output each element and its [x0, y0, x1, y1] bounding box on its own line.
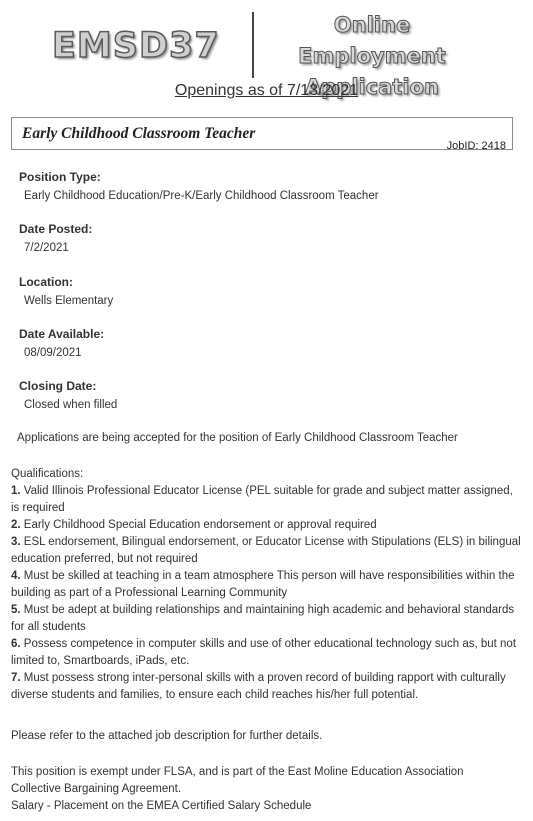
qualifications-heading: Qualifications:	[11, 468, 84, 480]
qualification-text: ESL endorsement, Bilingual endorsement, or Educator License with Stipulations (ELS) in bilingual education preferred, but not required	[11, 536, 521, 565]
qualification-number: 5.	[11, 604, 21, 616]
qualification-number: 1.	[11, 485, 21, 497]
location-value: Wells Elementary	[24, 295, 114, 307]
position-type-value: Early Childhood Education/Pre-K/Early Childhood Classroom Teacher	[24, 190, 379, 202]
job-title-box	[11, 117, 513, 150]
qualification-text: Must be adept at building relationships and maintaining high academic and behavioral standards for all students	[11, 604, 515, 633]
qualification-item	[11, 670, 521, 704]
qualifications-section	[11, 466, 521, 704]
qualification-item	[11, 517, 521, 534]
qualification-number: 4.	[11, 570, 21, 582]
date-posted-label: Date Posted:	[19, 222, 93, 236]
flsa-section	[11, 764, 516, 815]
closing-date-value: Closed when filled	[24, 399, 118, 411]
app-title-line1: Online Employment	[298, 13, 446, 68]
openings-link[interactable]: Openings as of 7/13/2021	[174, 82, 359, 99]
job-title: Early Childhood Classroom Teacher	[22, 125, 256, 142]
qualification-item	[11, 636, 521, 670]
date-posted-value: 7/2/2021	[24, 242, 69, 254]
app-title-line2: Application	[305, 75, 439, 99]
refer-note: Please refer to the attached job description for further details.	[11, 730, 323, 742]
location-field	[19, 275, 113, 307]
qualification-number: 3.	[11, 536, 21, 548]
qualification-item	[11, 568, 521, 602]
date-available-value: 08/09/2021	[24, 347, 82, 359]
location-label: Location:	[19, 275, 73, 289]
header-divider	[252, 12, 254, 78]
qualification-number: 7.	[11, 672, 21, 684]
qualification-text: Must possess strong inter-personal skills with a proven record of building rapport with culturally diverse students and families, to ensure each child reaches his/her full potential.	[11, 672, 506, 701]
position-type-field	[19, 170, 379, 202]
date-available-label: Date Available:	[19, 327, 105, 341]
qualification-text: Possess competence in computer skills and use of other educational technology such as, but not limited to, Smartboards, iPads, etc.	[11, 638, 517, 667]
qualification-item	[11, 534, 521, 568]
job-id: JobID: 2418	[446, 140, 506, 152]
closing-date-label: Closing Date:	[19, 379, 97, 393]
flsa-statement: This position is exempt under FLSA, and is part of the East Moline Education Association Collective Bargaining Agreement.	[11, 766, 464, 795]
closing-date-field	[19, 379, 117, 411]
qualification-text: Must be skilled at teaching in a team atmosphere This person will have responsibilities within the building as part of a Professional Learning Community	[11, 570, 515, 599]
accepting-statement: Applications are being accepted for the position of Early Childhood Classroom Teacher	[17, 432, 458, 444]
district-logo: EMSD37	[52, 26, 220, 66]
date-available-field	[19, 327, 104, 359]
qualification-number: 6.	[11, 638, 21, 650]
qualification-text: Valid Illinois Professional Educator License (PEL suitable for grade and subject matter assigned, is required	[11, 485, 513, 514]
salary-statement: Salary - Placement on the EMEA Certified Salary Schedule	[11, 800, 312, 812]
position-type-label: Position Type:	[19, 170, 101, 184]
qualification-item	[11, 483, 521, 517]
date-posted-field	[19, 222, 92, 254]
qualification-text: Early Childhood Special Education endorsement or approval required	[20, 519, 377, 531]
qualification-number: 2.	[11, 519, 21, 531]
qualification-item	[11, 602, 521, 636]
